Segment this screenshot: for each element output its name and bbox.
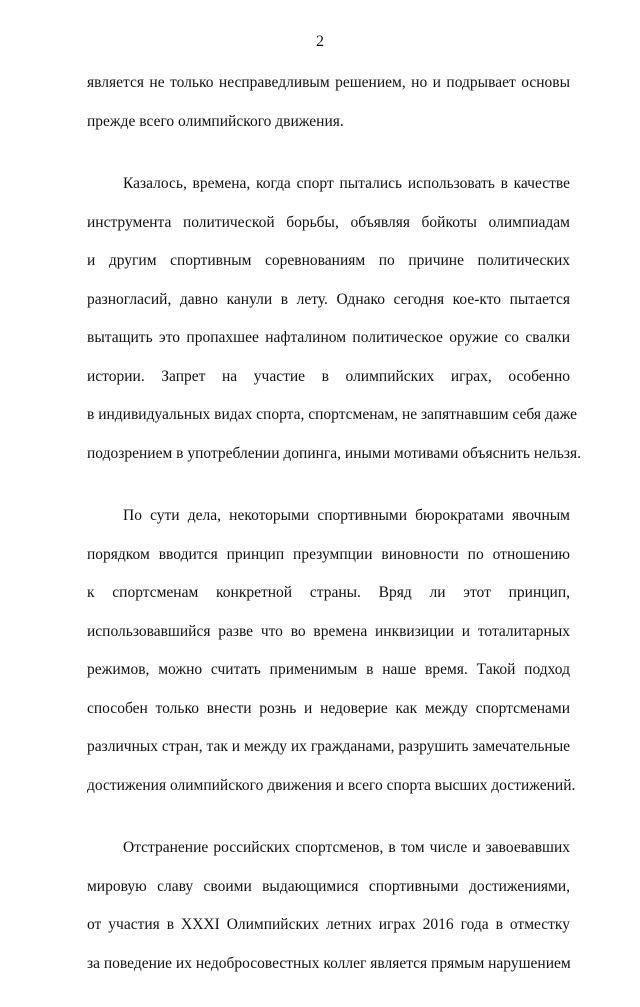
text-line: в индивидуальных видах спорта, спортсменам, не запятнавшим себя даже [87,406,578,423]
text-line: инструмента политической борьбы, объявляя бойкоты олимпиадам [87,213,570,231]
text-line: По сути дела, некоторыми спортивными бюрократами явочным [123,507,570,524]
text-line: мировую славу своими выдающимися спортивными достижениями, [87,877,570,895]
text-line: от участия в XXXI Олимпийских летних играх 2016 года в отместку [87,916,570,933]
text-line: и другим спортивным соревнованиям по причине политических [87,252,570,269]
text-line: достижения олимпийского движения и всего спорта высших достижений. [87,776,576,794]
text-line: использовавшийся разве что во времена инквизиции и тоталитарных [87,622,570,640]
text-line: различных стран, так и между их гражданами, разрушить замечательные [87,738,570,755]
text-line: Отстранение российских спортсменов, в том числе и завоевавших [123,839,570,856]
page-number: 2 [316,33,324,50]
text-line: истории. Запрет на участие в олимпийских играх, особенно [87,367,570,385]
text-line: разногласий, давно канули в лету. Однако сегодня кое-кто пытается [87,290,570,308]
text-line: прежде всего олимпийского движения. [87,112,344,130]
text-line: за поведение их недобросовестных коллег является прямым нарушением [87,954,571,972]
paragraph-1 [87,64,570,141]
document-body [87,64,581,1007]
text-line: режимов, можно считать применимым в наше время. Такой подход [87,661,570,678]
text-line: подозрением в употреблении допинга, иными мотивами объяснить нельзя. [87,444,581,462]
paragraph-4 [87,829,570,983]
paragraph-2 [87,165,581,473]
text-line: Казалось, времена, когда спорт пытались использовать в качестве [123,175,570,192]
text-line: порядком вводится принцип презумпции виновности по отношению [87,545,570,563]
text-line: к спортсменам конкретной страны. Вряд ли этот принцип, [87,584,570,601]
text-line: вытащить это пропахшее нафталином политическое оружие со свалки [87,329,570,346]
text-line: способен только внести рознь и недоверие как между спортсменами [87,699,570,717]
paragraph-3 [87,497,576,805]
text-line: является не только несправедливым решением, но и подрывает основы [87,74,570,91]
